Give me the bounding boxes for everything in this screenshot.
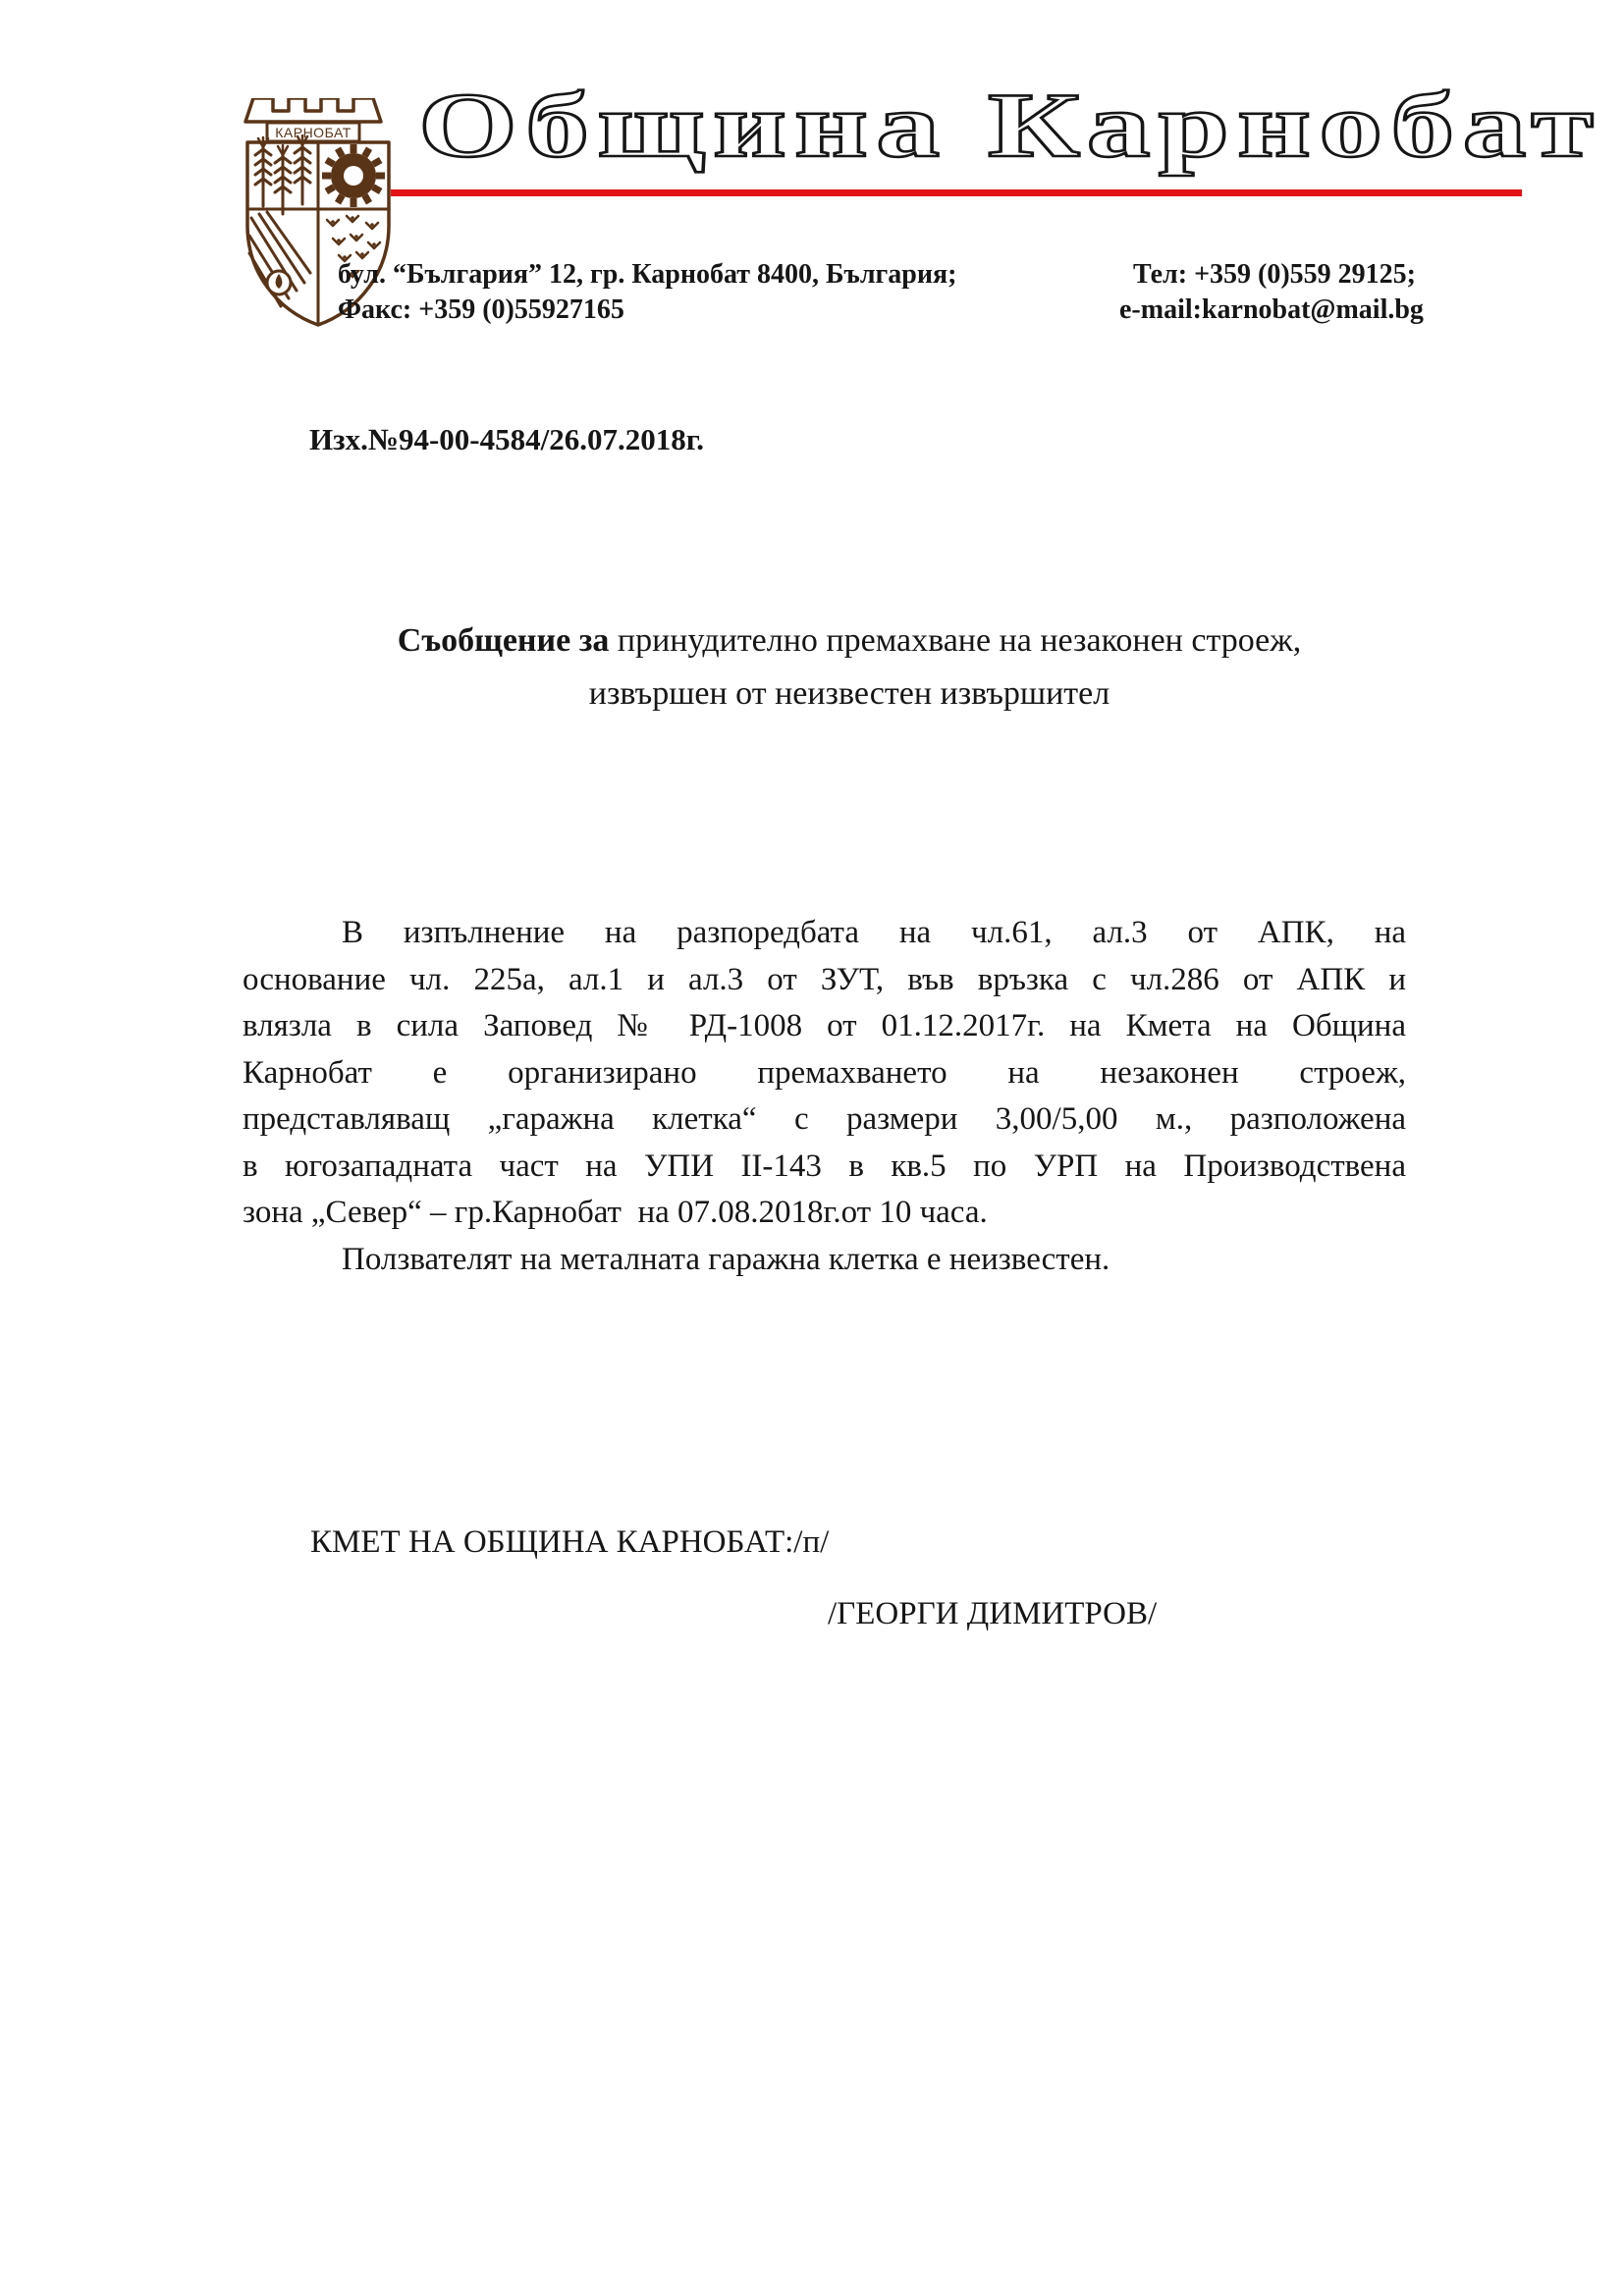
body-line: В изпълнение на разпоредбата на чл.61, ал.3 от АПК, на — [342, 915, 1406, 950]
gear-icon — [322, 144, 385, 207]
logo-banner-text: КАРНОБАТ — [275, 125, 352, 140]
organization-name: Община Карнобат — [418, 75, 1602, 177]
subject-rest-part: принудително премахване на незаконен строеж, — [609, 622, 1302, 659]
outgoing-ref-number: Изх.№94-00-4584/26.07.2018г. — [309, 422, 705, 456]
body-line: Карнобат е организирано премахването на незаконен строеж, — [243, 1054, 1406, 1091]
body-line: представляващ „гаражна клетка“ с размери 3,00/5,00 м., разположена — [243, 1101, 1406, 1137]
contact-block-right — [1119, 257, 1424, 328]
contact-block-left — [338, 257, 956, 328]
address-line: бул. “България” 12, гр. Карнобат 8400, България; — [338, 259, 957, 290]
crown-battlement — [245, 98, 381, 122]
body-line: влязла в сила Заповед № РД-1008 от 01.12.2017г. на Кмета на Община — [243, 1008, 1406, 1043]
subject-bold-part: Съобщение за — [397, 622, 610, 659]
subject-block — [245, 614, 1453, 721]
phone-line: Тел: +359 (0)559 29125; — [1133, 259, 1416, 290]
body-line: основание чл. 225а, ал.1 и ал.3 от ЗУТ, във връзка с чл.286 от АПК и — [243, 961, 1406, 997]
body-paragraph — [243, 910, 1406, 1283]
signature-name: /ГЕОРГИ ДИМИТРОВ/ — [828, 1596, 1158, 1631]
body-line: Ползвателят на металната гаражна клетка е неизвестен. — [342, 1241, 1110, 1277]
subject-line-2: извършен от неизвестен извършител — [588, 675, 1110, 712]
fax-line: Факс: +359 (0)55927165 — [338, 294, 624, 325]
signature-title: КМЕТ НА ОБЩИНА КАРНОБАТ:/п/ — [310, 1524, 830, 1560]
body-line: в югозападната част на УПИ II-143 в кв.5 по УРП на Производствена — [243, 1148, 1406, 1184]
subject-line-1 — [245, 614, 1453, 667]
header-rule — [391, 189, 1522, 196]
email-line: e-mail:karnobat@mail.bg — [1119, 294, 1424, 325]
diagonal-band — [249, 212, 310, 306]
body-line: зона „Север“ – гр.Карнобат на 07.08.2018г.от 10 часа. — [243, 1195, 988, 1230]
